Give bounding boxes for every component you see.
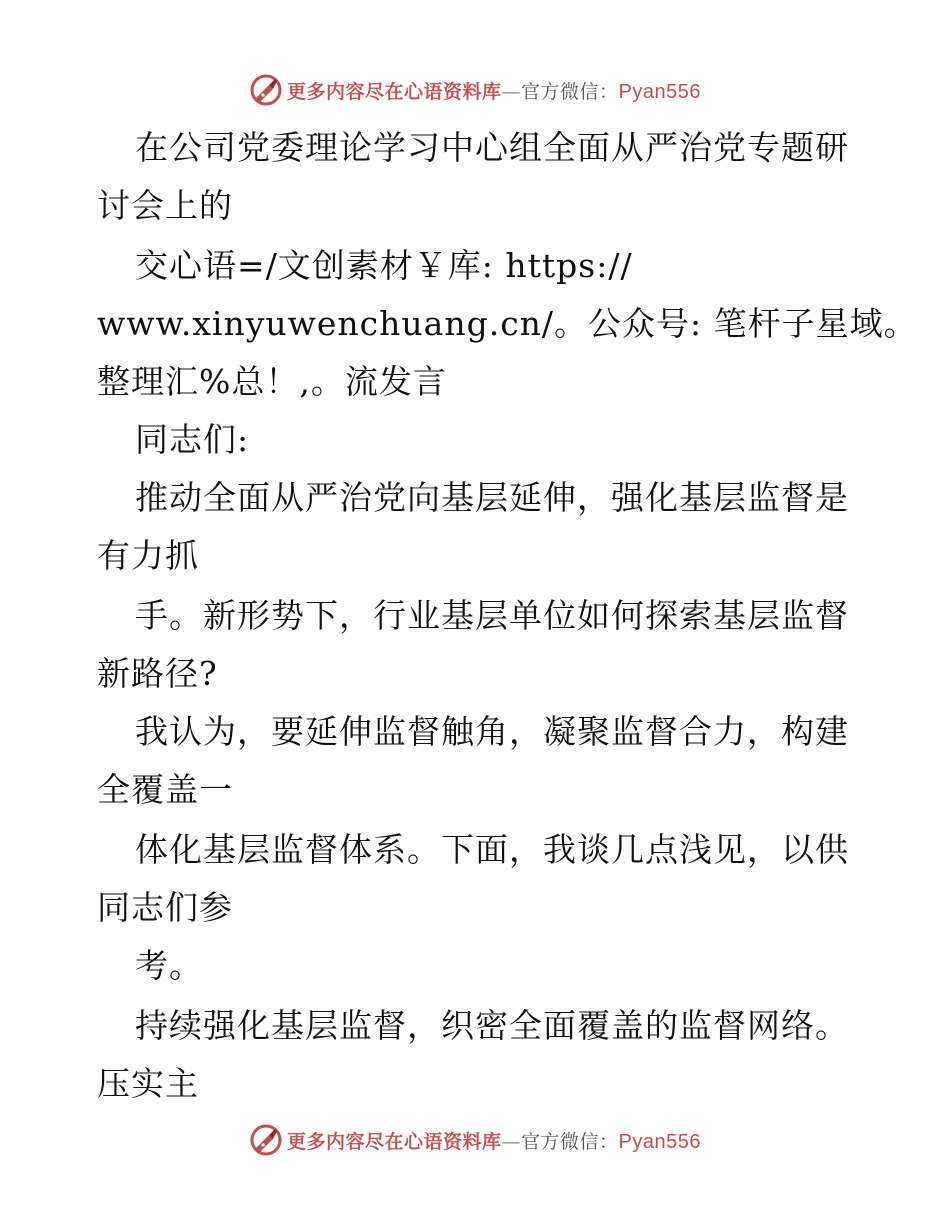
header-wechat-label: 官方微信： [521, 80, 619, 103]
body-line: www.xinyuwenchuang.cn/。公众号: 笔杆子星域。 [97, 304, 918, 343]
body-line: 交心语=/文创素材￥库: https:// [135, 246, 633, 285]
body-line: 同志们: [135, 420, 250, 459]
body-line: 压实主 [97, 1064, 199, 1103]
footer-wechat-label: 官方微信： [521, 1130, 619, 1153]
body-line: 整理汇%总！,。流发言 [97, 362, 447, 401]
header-banner-text [287, 77, 701, 104]
footer-brand: 更多内容尽在心语资料库 [287, 1130, 502, 1153]
footer-wechat-id: Pyan556 [618, 1130, 701, 1153]
footer-banner [0, 1120, 950, 1160]
header-wechat-id: Pyan556 [618, 80, 701, 103]
pen-nib-logo-icon [249, 1123, 283, 1157]
body-line: 全覆盖一 [97, 770, 233, 809]
body-line: 推动全面从严治党向基层延伸，强化基层监督是 [135, 478, 849, 517]
body-line: 手。新形势下，行业基层单位如何探索基层监督 [135, 596, 849, 635]
header-banner [0, 70, 950, 110]
body-line: 我认为，要延伸监督触角，凝聚监督合力，构建 [135, 712, 849, 751]
body-line: 在公司党委理论学习中心组全面从严治党专题研 [135, 128, 849, 167]
body-line: 讨会上的 [97, 186, 233, 225]
body-line: 考。 [135, 946, 203, 985]
body-line: 新路径? [97, 654, 218, 693]
footer-separator: — [501, 1130, 522, 1153]
header-separator: — [501, 80, 522, 103]
footer-banner-text [287, 1127, 701, 1154]
header-brand: 更多内容尽在心语资料库 [287, 80, 502, 103]
body-line: 持续强化基层监督，织密全面覆盖的监督网络。 [135, 1006, 849, 1045]
body-line: 有力抓 [97, 536, 199, 575]
pen-nib-logo-icon [249, 73, 283, 107]
body-line: 同志们参 [97, 888, 233, 927]
body-line: 体化基层监督体系。下面，我谈几点浅见，以供 [135, 830, 849, 869]
